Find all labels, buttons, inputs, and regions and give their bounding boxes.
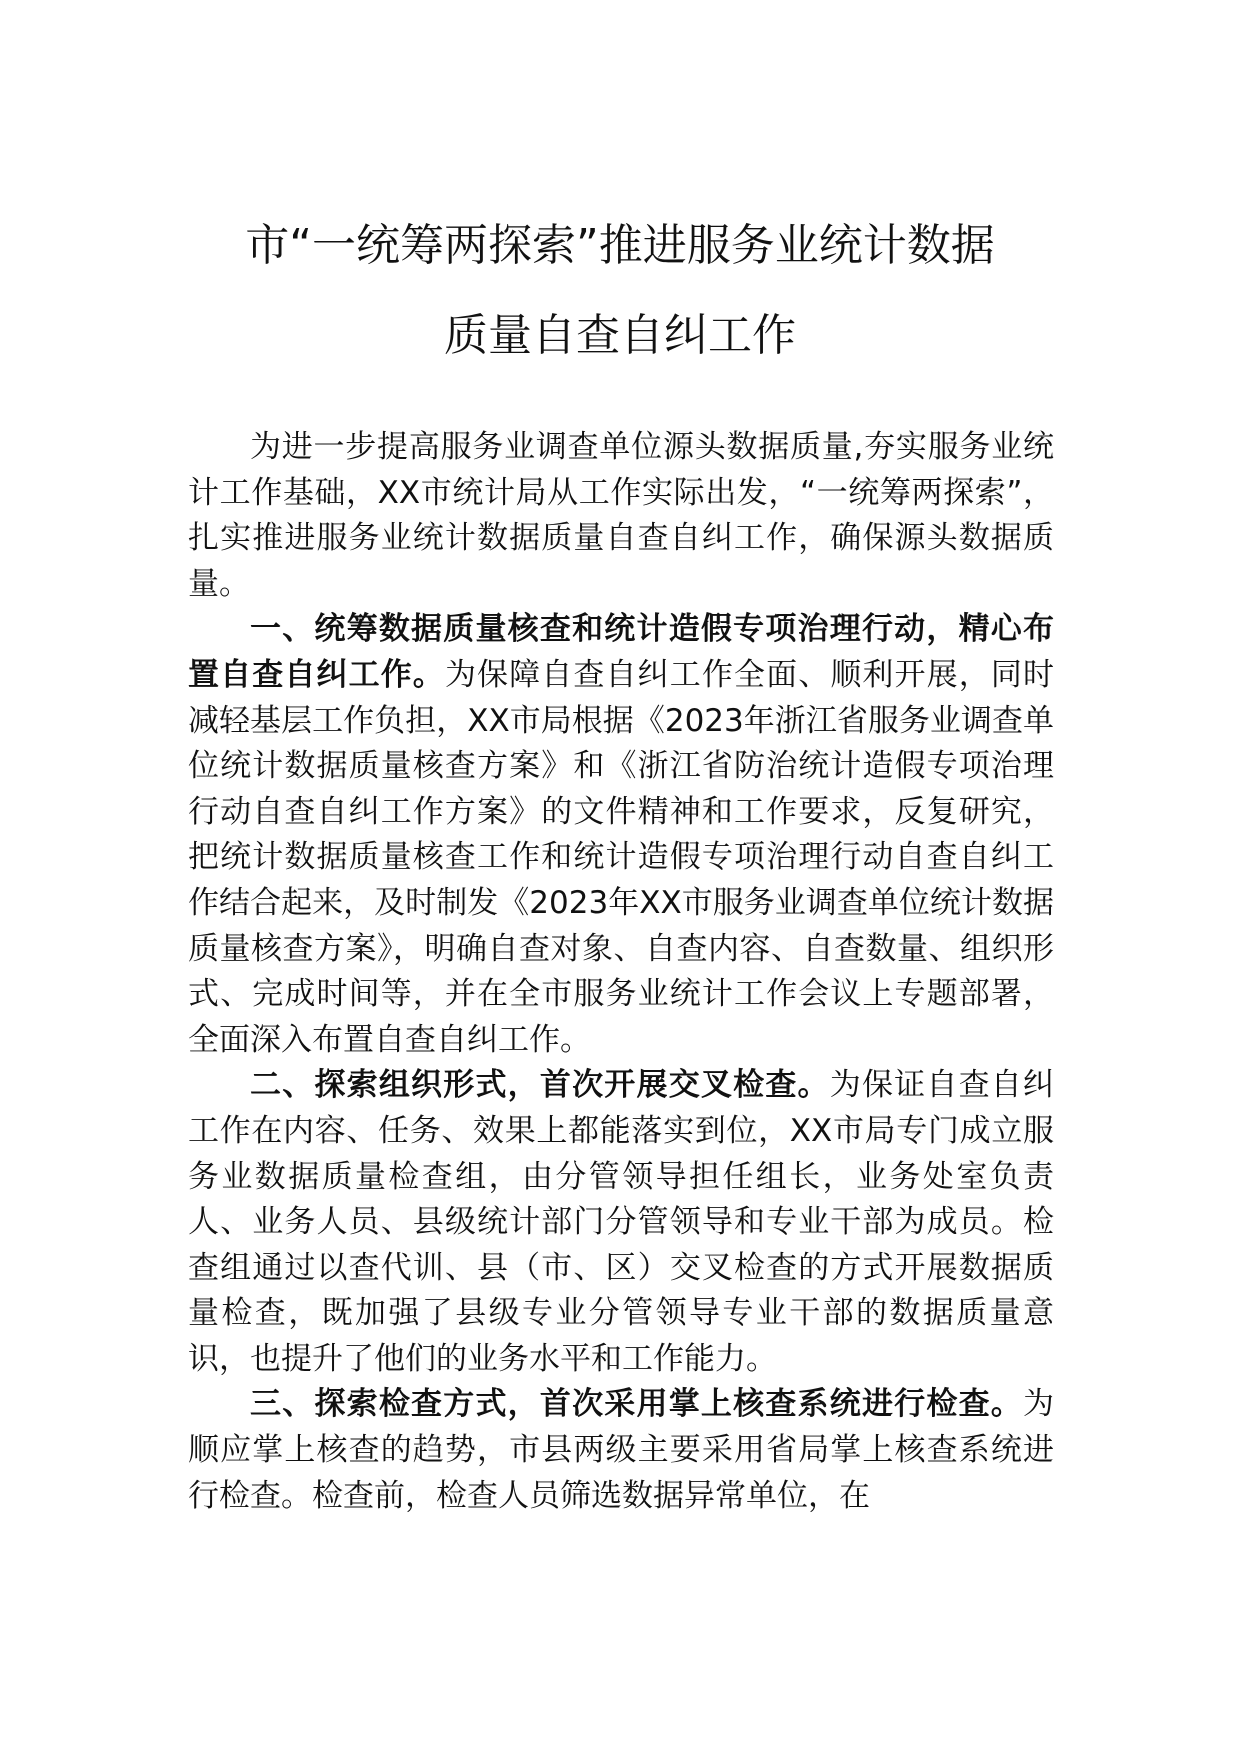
section-heading-2: 二、探索组织形式，首次开展交叉检查。 <box>250 1067 830 1104</box>
paragraph-intro <box>188 425 1054 607</box>
paragraph-text: 为保障自查自纠工作全面、顺利开展，同时减轻基层工作负担，XX市局根据《2023年浙江省服务业调查单位统计数据质量核查方案》和《浙江省防治统计造假专项治理行动自查自纠工作方案》的文件精神和工作要求，反复研究，把统计数据质量核查工作和统计造假专项治理行动自查自纠工作结合起来，及时制发《2023年XX市服务业调查单位统计数据质量核查方案》，明确自查对象、自查内容、自查数量、组织形式、完成时间等，并在全市服务业统计工作会议上专题部署，全面深入布置自查自纠工作。 <box>188 656 1055 1058</box>
paragraph-text: 为保证自查自纠工作在内容、任务、效果上都能落实到位，XX市局专门成立服务业数据质量检查组，由分管领导担任组长，业务处室负责人、业务人员、县级统计部门分管领导和专业干部为成员。检查组通过以查代训、县（市、区）交叉检查的方式开展数据质量检查，既加强了县级专业分管领导专业干部的数据质量意识，也提升了他们的业务水平和工作能力。 <box>188 1067 1054 1377</box>
section-heading-1: 一、统筹数据质量核查和统计造假专项治理行动，精心布置自查自纠工作。 <box>188 611 1054 693</box>
document-title-line-2: 质量自查自纠工作 <box>444 310 796 361</box>
paragraph-section-3 <box>188 1382 1054 1519</box>
document-body <box>188 425 1054 1519</box>
document-title-line-1: 市“一统筹两探索”推进服务业统计数据 <box>245 220 995 271</box>
paragraph-text: 为顺应掌上核查的趋势，市县两级主要采用省局掌上核查系统进行检查。检查前，检查人员筛选数据异常单位，在 <box>188 1386 1054 1514</box>
section-heading-3: 三、探索检查方式，首次采用掌上核查系统进行检查。 <box>250 1386 1023 1423</box>
paragraph-text: 为进一步提高服务业调查单位源头数据质量,夯实服务业统计工作基础，XX市统计局从工作实际出发，“一统筹两探索”，扎实推进服务业统计数据质量自查自纠工作，确保源头数据质量。 <box>188 429 1054 602</box>
paragraph-section-2 <box>188 1063 1054 1382</box>
paragraph-section-1 <box>188 607 1054 1063</box>
